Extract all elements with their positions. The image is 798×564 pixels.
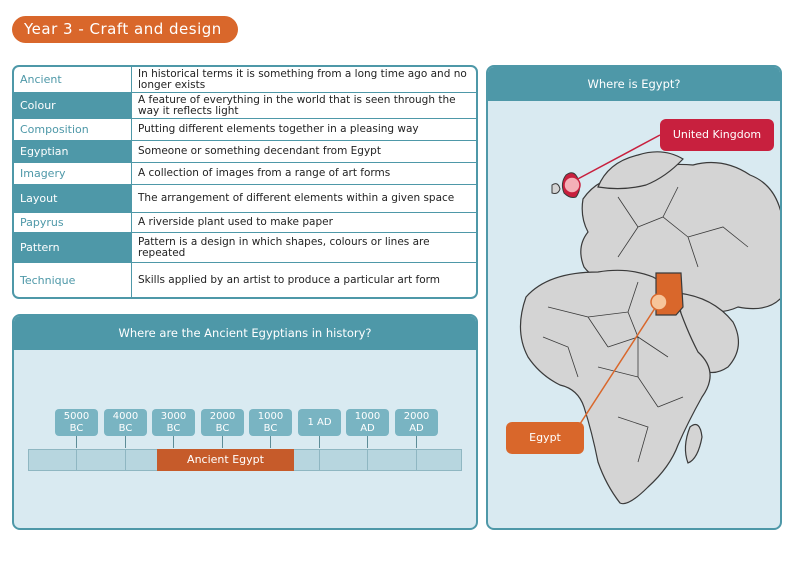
- vocab-term: Egyptian: [14, 141, 132, 162]
- madagascar-landmass: [685, 425, 702, 463]
- vocab-term: Papyrus: [14, 213, 132, 232]
- vocab-row: [14, 93, 476, 119]
- vocab-definition: In historical terms it is something from a long time ago and no longer exists: [138, 67, 467, 91]
- vocab-term: Imagery: [14, 163, 132, 184]
- vocab-definition: Someone or something decendant from Egypt: [138, 145, 381, 157]
- timeline-tick: [125, 436, 126, 448]
- timeline-divider: [125, 449, 126, 471]
- timeline-tick: [270, 436, 271, 448]
- vocab-term: Composition: [14, 119, 132, 140]
- vocab-definition: A riverside plant used to make paper: [138, 216, 333, 228]
- vocab-term: Colour: [14, 93, 132, 118]
- timeline-divider: [416, 449, 417, 471]
- timeline-tick: [319, 436, 320, 448]
- timeline-label: 1 AD: [298, 409, 341, 436]
- vocab-row: [14, 67, 476, 93]
- page-title: Year 3 - Craft and design: [12, 16, 238, 43]
- vocab-term: Technique: [14, 263, 132, 297]
- vocab-term: Pattern: [14, 233, 132, 262]
- map-panel: [486, 65, 782, 530]
- vocab-definition: Putting different elements together in a pleasing way: [138, 123, 419, 135]
- vocab-row: [14, 141, 476, 163]
- timeline-tick: [173, 436, 174, 448]
- timeline-divider: [367, 449, 368, 471]
- uk-label: United Kingdom: [660, 119, 774, 151]
- timeline-label: 3000 BC: [152, 409, 195, 436]
- vocabulary-table: [12, 65, 478, 299]
- vocab-definition: Pattern is a design in which shapes, colours or lines are repeated: [138, 235, 430, 259]
- timeline-tick: [76, 436, 77, 448]
- timeline-divider: [319, 449, 320, 471]
- timeline-label: 2000 AD: [395, 409, 438, 436]
- timeline-label: 1000 AD: [346, 409, 389, 436]
- uk-marker: [564, 177, 580, 193]
- vocab-row: [14, 233, 476, 263]
- timeline-tick: [367, 436, 368, 448]
- egypt-marker: [651, 294, 667, 310]
- vocab-row: [14, 263, 476, 297]
- timeline-label: 5000 BC: [55, 409, 98, 436]
- vocab-row: [14, 119, 476, 141]
- vocab-row: [14, 185, 476, 213]
- vocab-row: [14, 213, 476, 233]
- vocab-definition: Skills applied by an artist to produce a particular art form: [138, 273, 441, 286]
- vocab-term: Ancient: [14, 67, 132, 92]
- egypt-label: Egypt: [506, 422, 584, 454]
- vocab-definition: A feature of everything in the world that is seen through the way it reflects light: [138, 93, 456, 117]
- timeline-label: 4000 BC: [104, 409, 147, 436]
- vocab-row: [14, 163, 476, 185]
- vocab-definition: A collection of images from a range of art forms: [138, 167, 391, 179]
- map-title: Where is Egypt?: [488, 67, 780, 101]
- timeline-title: Where are the Ancient Egyptians in history?: [14, 316, 476, 350]
- timeline-panel: [12, 314, 478, 530]
- ancient-egypt-period: Ancient Egypt: [157, 449, 294, 471]
- ireland-shape: [552, 184, 560, 194]
- vocab-definition: The arrangement of different elements within a given space: [138, 192, 455, 204]
- timeline-label: 2000 BC: [201, 409, 244, 436]
- timeline-tick: [222, 436, 223, 448]
- vocab-term: Layout: [14, 185, 132, 212]
- timeline-label: 1000 BC: [249, 409, 292, 436]
- timeline-tick: [416, 436, 417, 448]
- timeline-divider: [76, 449, 77, 471]
